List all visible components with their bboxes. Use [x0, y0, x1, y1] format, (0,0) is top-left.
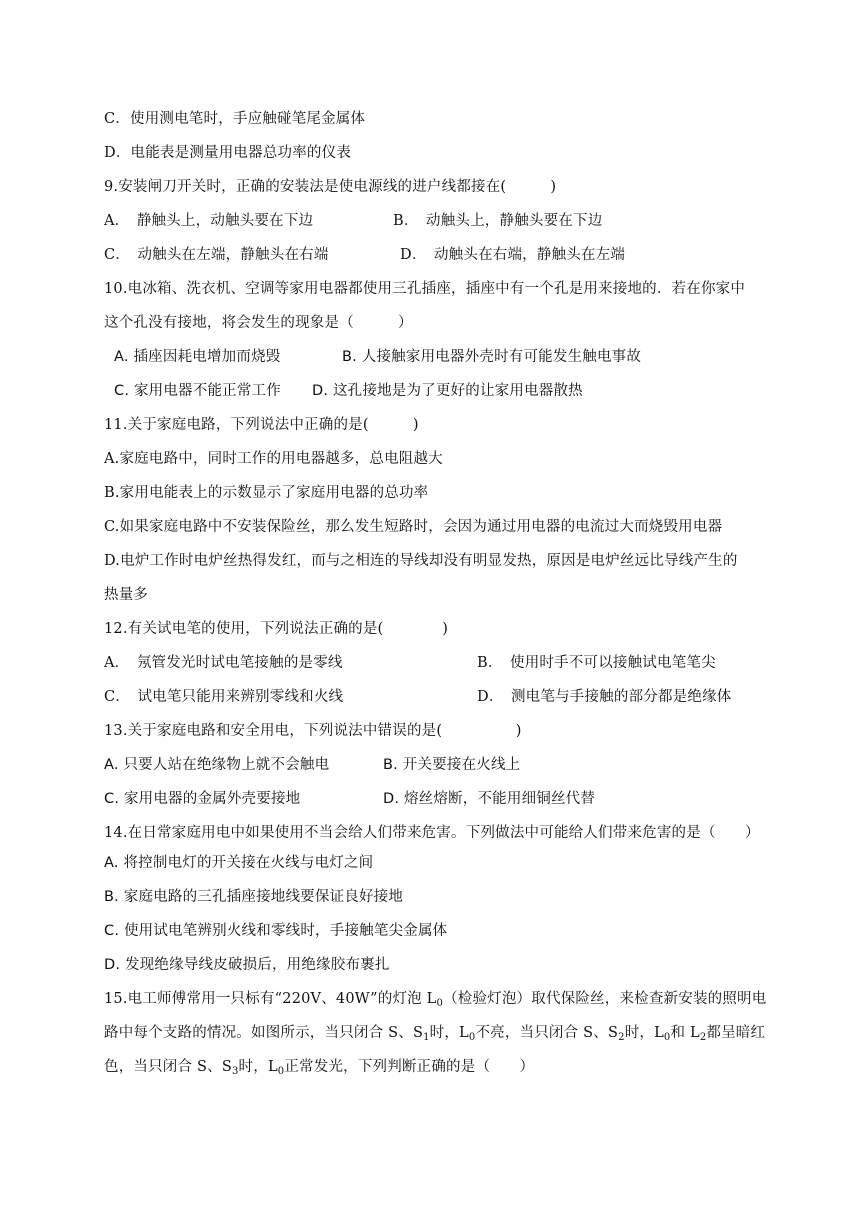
q15-line1-text-a: 15.电工师傅常用一只标有“220V、40W”的灯泡 L	[104, 991, 437, 1007]
q11-option-a: A.家庭电路中，同时工作的用电器越多，总电阻越大	[104, 451, 443, 467]
q15-line2-text-c: 不亮，当只闭合 S、S	[475, 1025, 619, 1041]
question-15-line3	[104, 1057, 534, 1077]
question-11: 11.关于家庭电路，下列说法中正确的是( )	[104, 417, 419, 433]
subscript-0: 0	[436, 998, 444, 1009]
q15-line3-text-a: 色，当只闭合 S、S	[104, 1059, 232, 1075]
q15-line1-text-b: （检验灯泡）取代保险丝，来检查新安装的照明电	[443, 991, 767, 1007]
question-14: 14.在日常家庭用电中如果使用不当会给人们带来危害。下列做法中可能给人们带来危害的是（ ）	[104, 825, 760, 841]
q12-option-a: A． 氖管发光时试电笔接触的是零线	[104, 655, 343, 671]
q13-option-b: B. 开关要接在火线上	[383, 757, 521, 773]
q15-line3-text-b: 时，L	[238, 1059, 278, 1075]
q13-option-d: D. 熔丝熔断，不能用细铜丝代替	[383, 791, 596, 807]
q11-option-b: B.家用电能表上的示数显示了家庭用电器的总功率	[104, 485, 429, 501]
q11-option-d-line1: D.电炉工作时电炉丝热得发红，而与之相连的导线却没有明显发热，原因是电炉丝远比导线产生的	[104, 553, 738, 569]
subscript-2: 2	[699, 1032, 707, 1043]
q15-line2-text-a: 路中每个支路的情况。如图所示，当只闭合 S、S	[104, 1025, 424, 1041]
q14-option-c: C. 使用试电笔辨别火线和零线时，手接触笔尖金属体	[104, 923, 448, 939]
question-10-line2: 这个孔没有接地，将会发生的现象是（ ）	[104, 315, 413, 331]
question-10-line1: 10.电冰箱、洗衣机、空调等家用电器都使用三孔插座，插座中有一个孔是用来接地的．若在你家中	[104, 281, 746, 297]
subscript-1: 1	[423, 1032, 430, 1043]
q14-option-d: D. 发现绝缘导线皮破损后，用绝缘胶布裹扎	[104, 957, 390, 973]
q10-option-b: B. 人接触家用电器外壳时有可能发生触电事故	[342, 349, 642, 365]
question-12: 12.有关试电笔的使用，下列说法正确的是( )	[104, 621, 449, 637]
q10-option-a: A. 插座因耗电增加而烧毁	[114, 349, 281, 365]
q15-line2-text-d: 时，L	[624, 1025, 664, 1041]
question-13: 13.关于家庭电路和安全用电，下列说法中错误的是( )	[104, 723, 522, 739]
subscript-0: 0	[468, 1032, 476, 1043]
subscript-0: 0	[663, 1032, 671, 1043]
q15-line2-text-b: 时，L	[429, 1025, 469, 1041]
question-15-line1	[104, 989, 766, 1009]
q14-option-b: B. 家庭电路的三孔插座接地线要保证良好接地	[104, 889, 404, 905]
q10-option-c: C. 家用电器不能正常工作	[114, 383, 281, 399]
option-d-prev: D．电能表是测量用电器总功率的仪表	[104, 145, 352, 161]
q11-option-c: C.如果家庭电路中不安装保险丝，那么发生短路时，会因为通过用电器的电流过大而烧毁用电器	[104, 519, 723, 535]
q15-line2-text-f: 都呈暗红	[706, 1025, 766, 1041]
q15-line2-text-e: 和 L	[670, 1025, 700, 1041]
subscript-0: 0	[277, 1066, 285, 1077]
q9-option-d: D． 动触头在右端，静触头在左端	[400, 247, 626, 263]
q13-option-c: C. 家用电器的金属外壳要接地	[104, 791, 301, 807]
q11-option-d-line2: 热量多	[104, 587, 149, 603]
option-c-prev: C．使用测电笔时，手应触碰笔尾金属体	[104, 111, 366, 127]
q13-option-a: A. 只要人站在绝缘物上就不会触电	[104, 757, 330, 773]
question-15-line2	[104, 1023, 765, 1043]
question-9: 9.安装闸刀开关时，正确的安装法是使电源线的进户线都接在( )	[104, 179, 557, 195]
q14-option-a: A. 将控制电灯的开关接在火线与电灯之间	[104, 855, 374, 871]
q12-option-c: C． 试电笔只能用来辨别零线和火线	[104, 689, 344, 705]
q12-option-d: D． 测电笔与手接触的部分都是绝缘体	[477, 689, 732, 705]
q15-line3-text-c: 正常发光，下列判断正确的是（ ）	[284, 1059, 535, 1075]
q9-option-b: B． 动触头上，静触头要在下边	[393, 213, 603, 229]
q10-option-d: D. 这孔接地是为了更好的让家用电器散热	[312, 383, 583, 399]
subscript-3: 3	[231, 1066, 239, 1077]
subscript-2: 2	[618, 1032, 625, 1043]
q9-option-c: C． 动触头在左端，静触头在右端	[104, 247, 329, 263]
q12-option-b: B． 使用时手不可以接触试电笔笔尖	[477, 655, 716, 671]
q9-option-a: A． 静触头上，动触头要在下边	[104, 213, 314, 229]
